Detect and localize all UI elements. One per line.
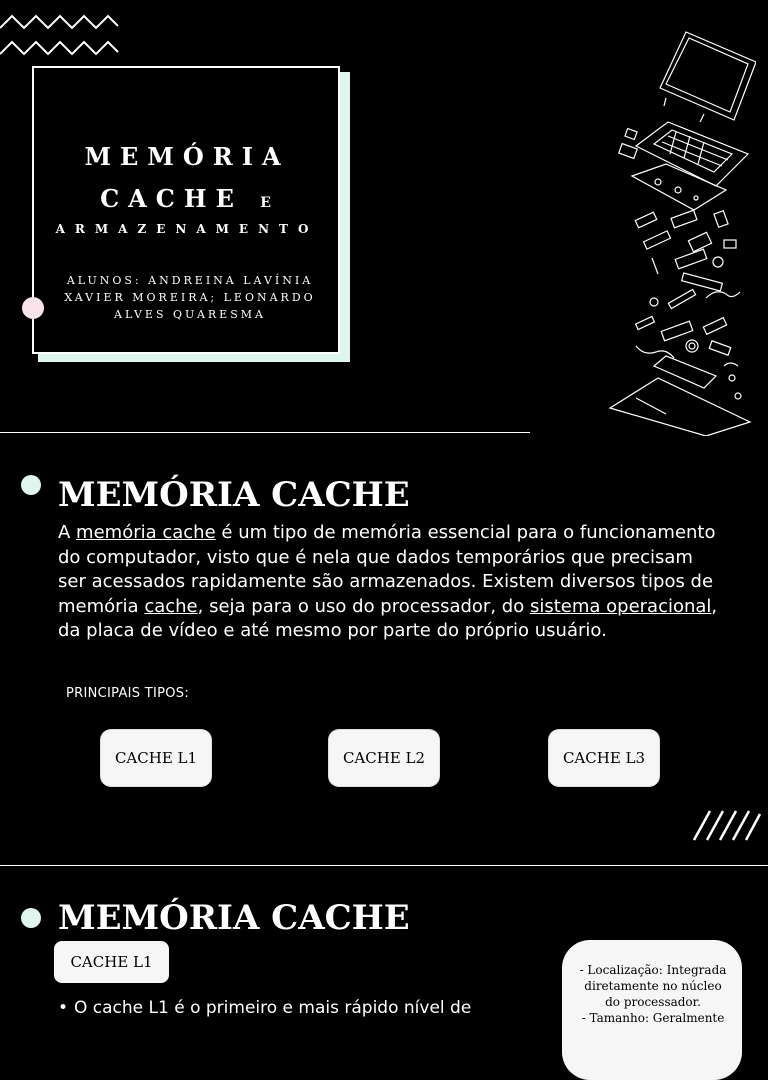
cache-l3-button[interactable]: CACHE L3 <box>549 730 659 786</box>
pink-circle-decoration <box>22 297 44 319</box>
types-label: PRINCIPAIS TIPOS: <box>66 686 190 701</box>
title-line-3: ARMAZENAMENTO <box>55 222 319 236</box>
slide-heading: MEMÓRIA CACHE <box>58 898 410 938</box>
section-divider <box>0 432 530 433</box>
title-line-1: MEMÓRIA <box>84 142 290 171</box>
paragraph-text: , da placa de vídeo e até mesmo por parte do próprio usuário. <box>58 595 718 641</box>
cache-l2-button[interactable]: CACHE L2 <box>329 730 439 786</box>
bullet-item <box>58 996 498 1020</box>
laptop-exploded-illustration <box>606 26 756 436</box>
bullet-dot: • <box>58 998 69 1018</box>
cache-l1-button[interactable]: CACHE L1 <box>101 730 211 786</box>
paragraph-text: , seja para o uso do processador, do <box>197 595 530 617</box>
slashes-decoration <box>692 808 762 844</box>
authors-text: ALUNOS: ANDREINA LAVÍNIA XAVIER MOREIRA; LEONARDO ALVES QUARESMA <box>64 274 316 321</box>
mint-circle-bullet <box>21 908 41 928</box>
title-line-2 <box>34 184 340 213</box>
zigzag-decoration <box>0 10 120 60</box>
link-memoria-cache[interactable]: memória cache <box>76 522 216 543</box>
title-cache: CACHE <box>100 184 243 213</box>
description-paragraph <box>58 521 718 644</box>
title-conjunction: E <box>260 195 274 211</box>
paragraph-text: é um tipo de memória essencial para o funcionamento do computador, visto que é nela que dados temporários que precisam ser acessados rapidamente são armazenados. Existem diversos tipos de memória <box>58 522 716 617</box>
mint-circle-bullet <box>21 475 41 495</box>
paragraph-text: A <box>58 522 77 543</box>
info-card-text: - Localização: Integrada diretamente no núcleo do processador. - Tamanho: Geralmente <box>579 963 727 1025</box>
slide-heading: MEMÓRIA CACHE <box>58 475 410 515</box>
cache-l1-label[interactable]: CACHE L1 <box>54 941 169 983</box>
bullet-text: O cache L1 é o primeiro e mais rápido nível de <box>74 998 472 1018</box>
section-divider <box>0 865 768 866</box>
link-sistema-operacional[interactable]: sistema operacional <box>529 595 712 617</box>
info-card <box>562 940 742 1080</box>
link-cache[interactable]: cache <box>144 595 198 617</box>
